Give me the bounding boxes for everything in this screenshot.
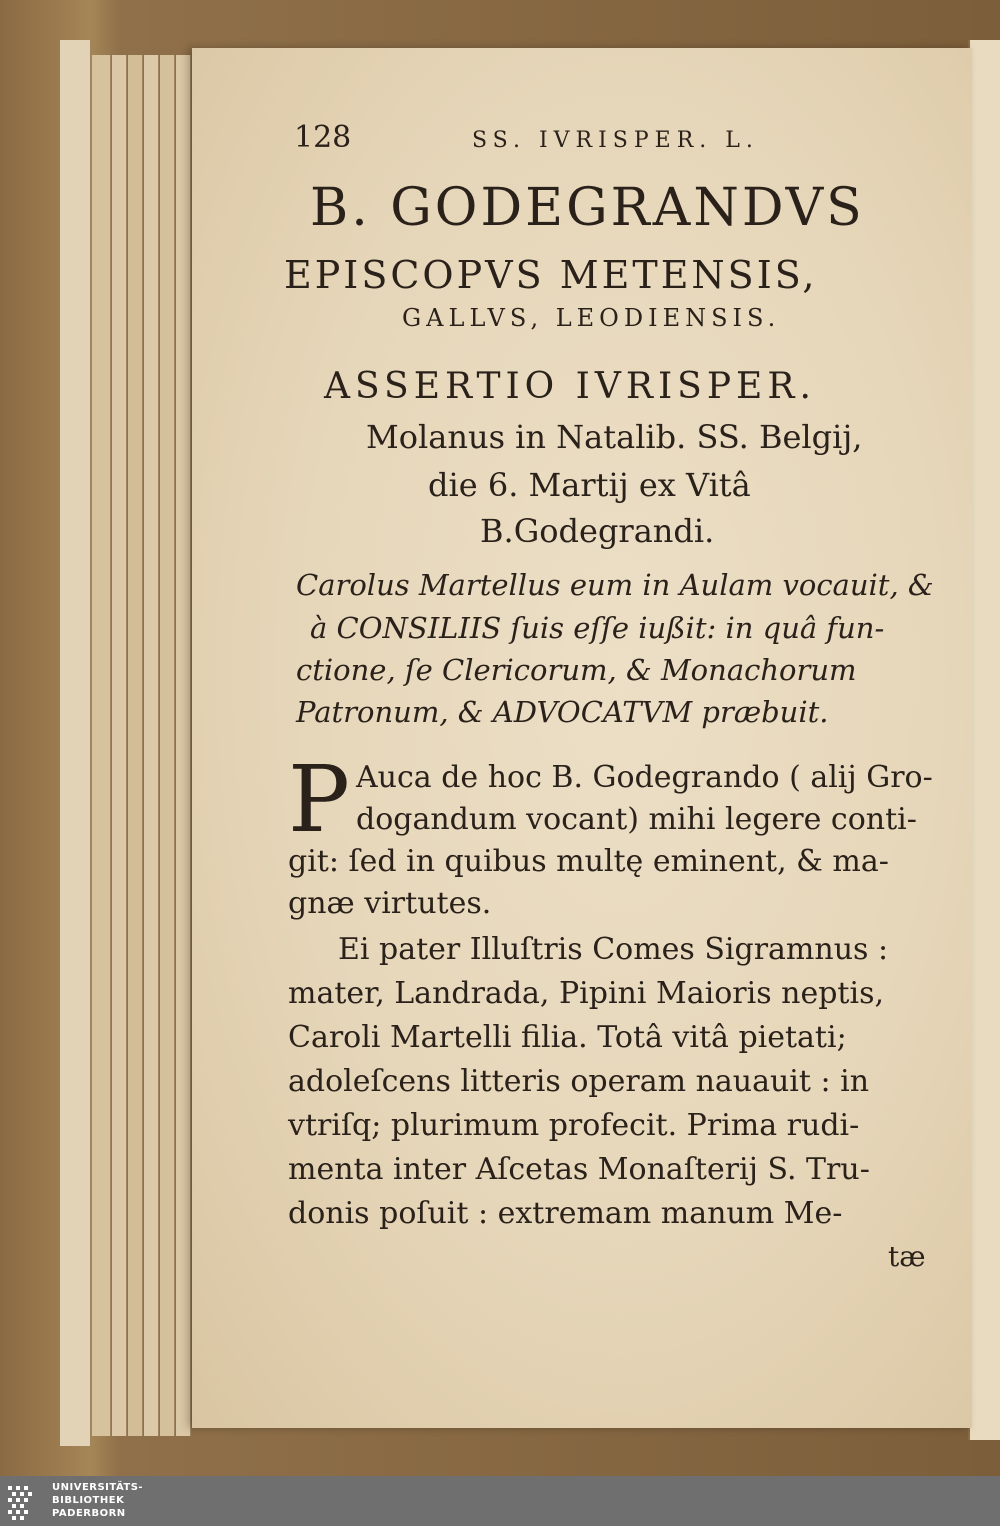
para-line: gnæ virtutes. xyxy=(288,886,492,921)
logo-text: BIBLIOTHEK xyxy=(52,1495,125,1506)
source-line: Molanus in Natalib. SS. Belgij, xyxy=(366,418,863,456)
para-line: git: ſed in quibus multę eminent, & ma- xyxy=(288,844,889,879)
page-edge xyxy=(160,55,175,1436)
facing-page-edge xyxy=(968,40,1000,1440)
page-edge xyxy=(92,55,111,1436)
page-edge xyxy=(176,55,191,1436)
quote-line: Carolus Martellus eum in Aulam vocauit, & xyxy=(296,568,934,602)
para-line: mater, Landrada, Pipini Maioris neptis, xyxy=(288,976,885,1011)
para-line: Caroli Martelli filia. Totâ vitâ pietati; xyxy=(288,1020,847,1055)
para-line: vtriſq; plurimum profecit. Prima rudi- xyxy=(288,1108,860,1143)
para-line: Ei pater Illuſtris Comes Sigramnus : xyxy=(338,932,889,967)
logo-text: UNIVERSITÄTS- xyxy=(52,1482,144,1493)
library-logo-icon xyxy=(6,1482,46,1522)
source-line: B.Godegrandi. xyxy=(480,512,715,550)
drop-cap: P xyxy=(288,746,350,853)
page-edge xyxy=(144,55,159,1436)
quote-line: ctione, ſe Clericorum, & Monachorum xyxy=(296,653,857,687)
page-edge xyxy=(112,55,127,1436)
section-heading: ASSERTIO IVRISPER. xyxy=(324,366,816,407)
quote-line: à CONSILIIS ſuis eſſe iußit: in quâ fun- xyxy=(310,611,885,645)
page-subtitle-2: GALLVS, LEODIENSIS. xyxy=(402,304,781,332)
para-line: Auca de hoc B. Godegrando ( alij Gro- xyxy=(356,760,933,795)
para-line: dogandum vocant) mihi legere conti- xyxy=(356,802,917,837)
catchword: tæ xyxy=(888,1240,926,1273)
para-line: donis poſuit : extremam manum Me- xyxy=(288,1196,843,1231)
para-line: adoleſcens litteris operam nauauit : in xyxy=(288,1064,870,1099)
logo-text: PADERBORN xyxy=(52,1508,126,1519)
page-edge xyxy=(128,55,143,1436)
book-page xyxy=(192,48,972,1428)
running-head: SS. IVRISPER. L. xyxy=(472,128,759,153)
page-title: B. GODEGRANDVS xyxy=(310,178,865,238)
para-line: menta inter Aſcetas Monaſterij S. Tru- xyxy=(288,1152,870,1187)
quote-line: Patronum, & ADVOCATVM præbuit. xyxy=(296,695,829,729)
page-number: 128 xyxy=(294,120,352,155)
page-edge xyxy=(60,40,91,1446)
library-footer xyxy=(0,1476,1000,1526)
source-line: die 6. Martij ex Vitâ xyxy=(428,466,751,504)
page-subtitle: EPISCOPVS METENSIS, xyxy=(284,253,818,297)
